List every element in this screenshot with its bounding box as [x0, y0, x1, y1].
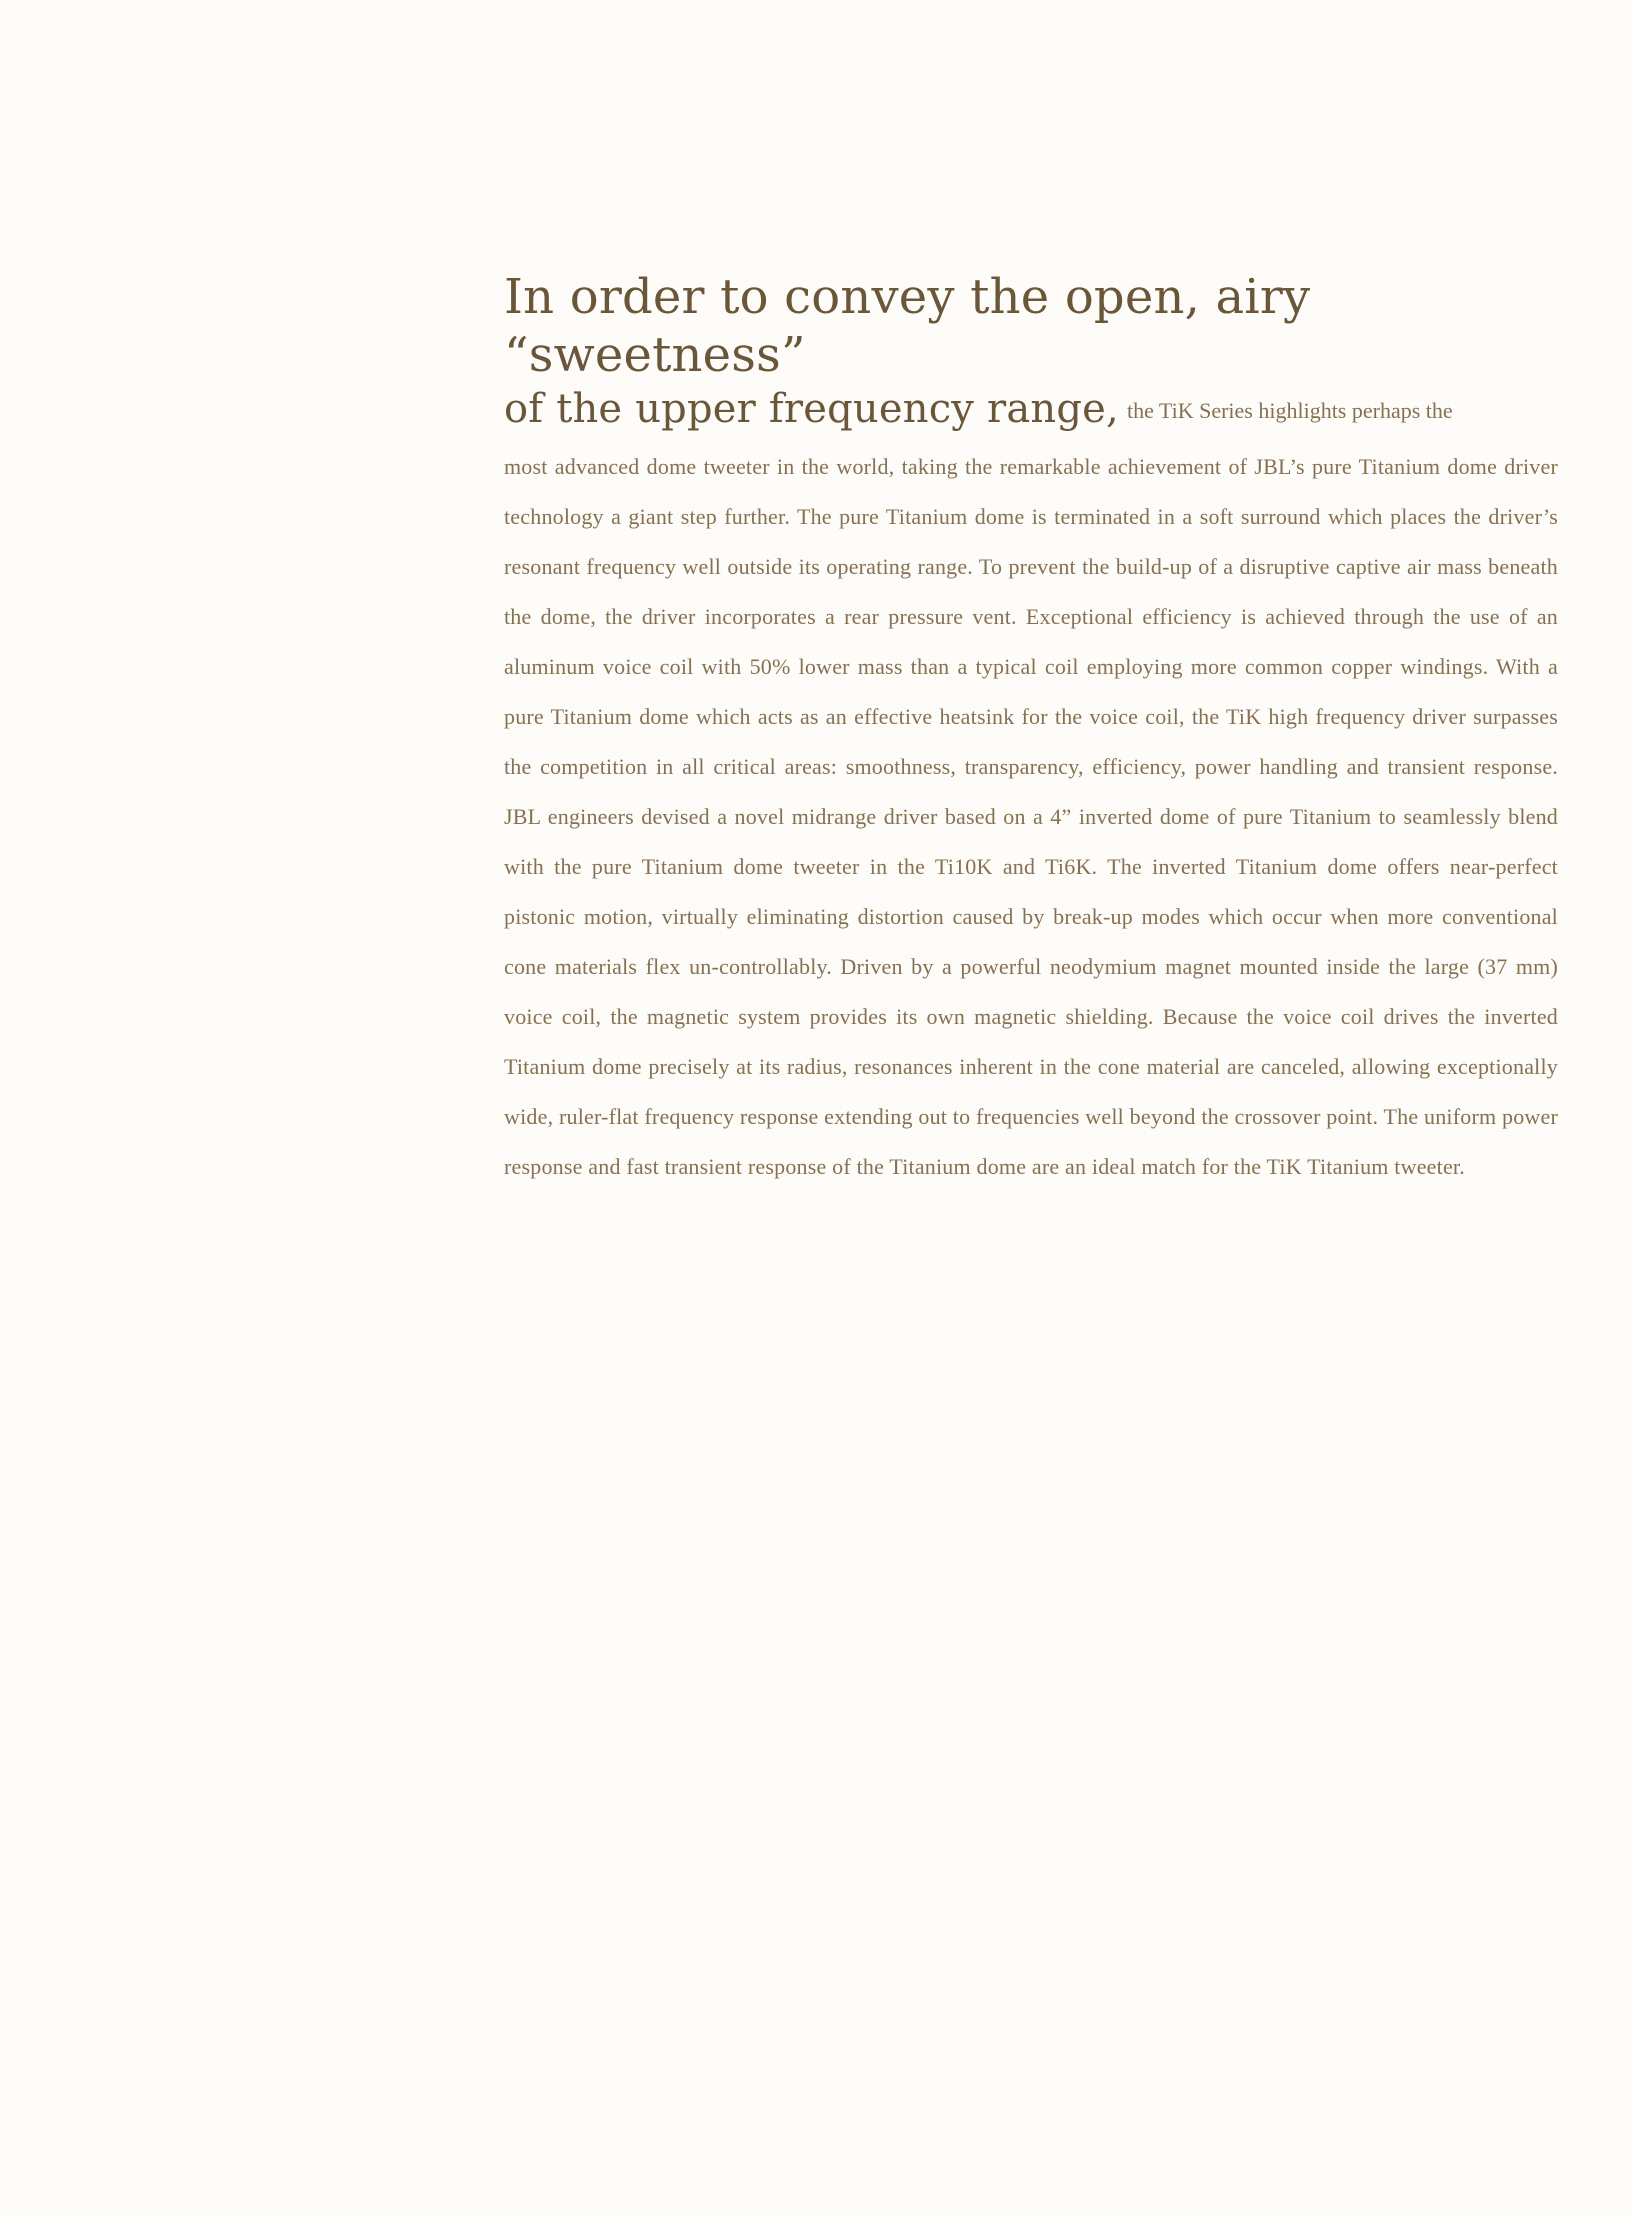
headline-continuation: of the upper frequency range, [504, 386, 1119, 432]
intro-tail: the TiK Series highlights perhaps the [1126, 398, 1453, 423]
body-paragraph: most advanced dome tweeter in the world, taking the remarkable achievement of JBL’s pure Titanium dome driver technology a giant step further. The pure Titanium dome is terminated in a soft surround which places the driver’s resonant frequency well outside its operating range. To prevent the build-up of a disruptive captive air mass beneath the dome, the driver incorporates a rear pressure vent. Exceptional efficiency is achieved through the use of an aluminum voice coil with 50% lower mass than a typical coil employing more common copper windings. With a pure Titanium dome which acts as an effective heatsink for the voice coil, the TiK high frequency driver surpasses the competition in all critical areas: smoothness, transparency, efficiency, power handling and transient response. JBL engineers devised a novel midrange driver based on a 4” inverted dome of pure Titanium to seamlessly blend with the pure Titanium dome tweeter in the Ti10K and Ti6K. The inverted Titanium dome offers near-perfect pistonic motion, virtually eliminating distortion caused by break-up modes which occur when more conventional cone materials flex un-controllably. Driven by a powerful neodymium magnet mounted inside the large (37 mm) voice coil, the magnetic system provides its own magnetic shielding. Because the voice coil drives the inverted Titanium dome precisely at its radius, resonances inherent in the cone material are canceled, allowing exceptionally wide, ruler-flat frequency response extending out to frequencies well beyond the crossover point. The uniform power response and fast transient response of the Titanium dome are an ideal match for the TiK Titanium tweeter. [504, 454, 1558, 1179]
intro-line [504, 384, 1558, 442]
article [504, 268, 1558, 1192]
headline: In order to convey the open, airy “sweetness” [504, 269, 1311, 383]
